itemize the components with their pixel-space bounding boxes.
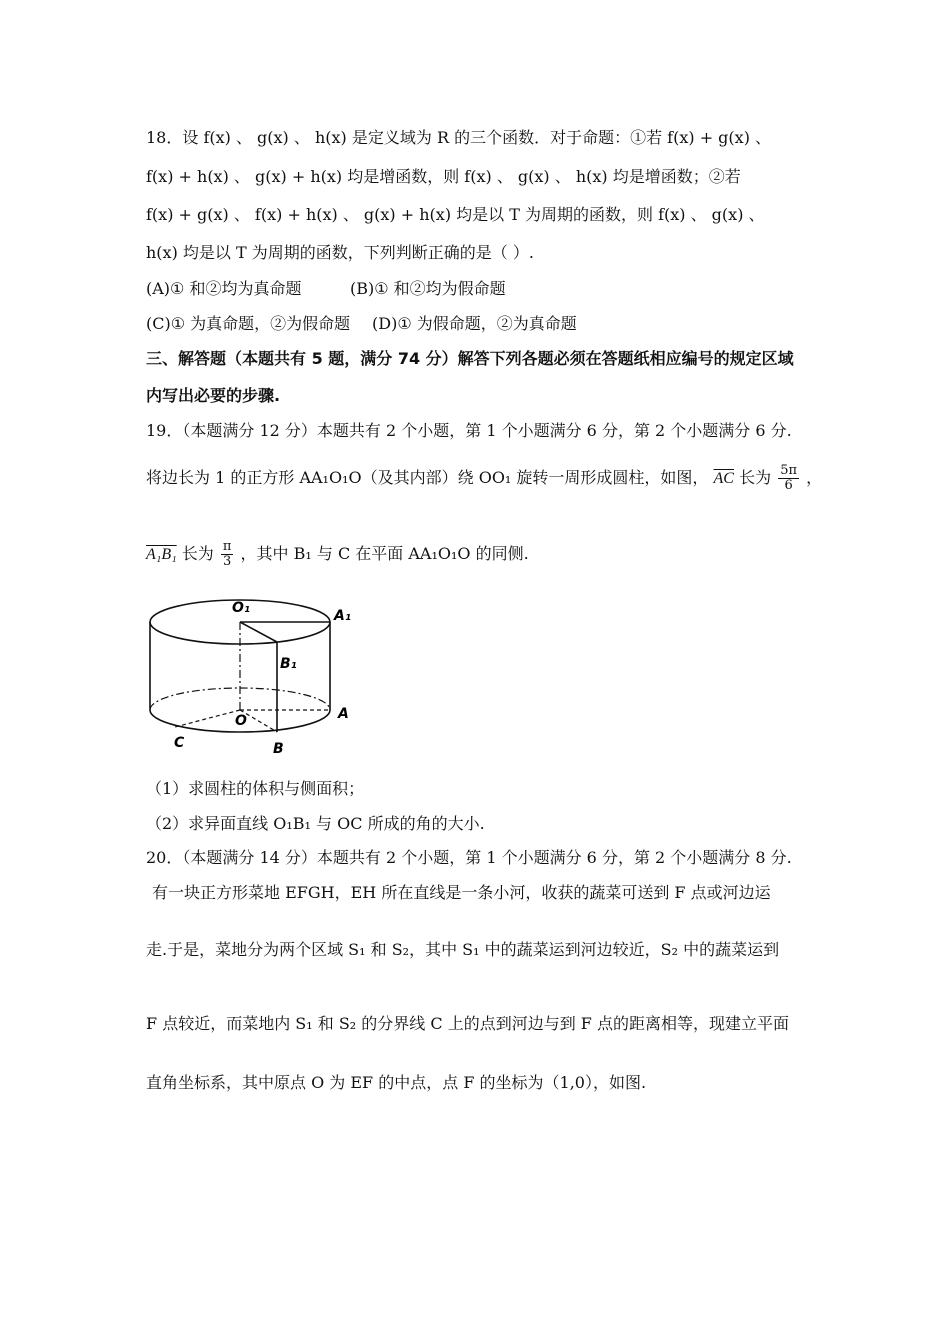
label-b: B	[273, 741, 284, 757]
q18-option-b: (B)① 和②均为假命题	[350, 279, 506, 298]
arc-ac: $\overline{AC}$	[713, 470, 734, 487]
q18-option-d: (D)① 为假命题，②为真命题	[372, 314, 577, 333]
label-b1: B₁	[280, 656, 297, 672]
q19-text-line-1	[146, 464, 822, 493]
label-c: C	[174, 735, 185, 751]
fraction-denominator: 3	[223, 554, 232, 569]
q18-option-a: (A)① 和②均为真命题	[146, 279, 302, 298]
q19-text-line-2	[146, 540, 529, 569]
label-a1: A₁	[334, 608, 351, 624]
fraction-5pi-6	[778, 464, 799, 493]
q19-subquestion-2: （2）求异面直线 O₁B₁ 与 OC 所成的角的大小.	[146, 814, 485, 833]
q19-text-1b: 长为	[739, 468, 772, 487]
q19-text-1c: ，	[806, 468, 823, 487]
segment-o1b1	[240, 622, 277, 642]
q19-text-2a: 长为	[181, 544, 214, 563]
arc-a1b1: A₁B₁	[146, 546, 177, 563]
q20-line-4: 直角坐标系，其中原点 O 为 EF 的中点，点 F 的坐标为（1,0），如图.	[146, 1073, 647, 1092]
fraction-numerator: π	[222, 539, 232, 554]
q19-subquestion-1: （1）求圆柱的体积与侧面积；	[146, 779, 365, 798]
section-3-heading-line-2: 内写出必要的步骤.	[146, 386, 281, 405]
q18-line-3: f(x) + g(x) 、 f(x) + h(x) 、 g(x) + h(x) 均是以 T 为周期的函数，则 f(x) 、 g(x) 、	[146, 205, 765, 224]
q19-text-2b: ，其中 B₁ 与 C 在平面 AA₁O₁O 的同侧.	[240, 544, 529, 563]
cylinder-figure	[140, 592, 370, 762]
q20-line-1: 有一块正方形菜地 EFGH，EH 所在直线是一条小河，收获的蔬菜可送到 F 点或河边运	[152, 883, 771, 902]
q19-header: 19．（本题满分 12 分）本题共有 2 个小题，第 1 个小题满分 6 分，第 2 个小题满分 6 分.	[146, 421, 792, 440]
section-3-heading-line-1: 三、解答题（本题共有 5 题，满分 74 分）解答下列各题必须在答题纸相应编号的规定区域	[146, 349, 794, 368]
fraction-denominator: 6	[784, 478, 793, 493]
segment-oc	[175, 710, 240, 727]
q18-line-4: h(x) 均是以 T 为周期的函数，下列判断正确的是（ ）.	[146, 243, 534, 262]
q20-header: 20．（本题满分 14 分）本题共有 2 个小题，第 1 个小题满分 6 分，第 2 个小题满分 8 分.	[146, 848, 792, 867]
label-o: O	[235, 713, 247, 729]
q19-text-1a: 将边长为 1 的正方形 AA₁O₁O（及其内部）绕 OO₁ 旋转一周形成圆柱，如图，	[146, 468, 709, 487]
fraction-pi-3	[221, 540, 234, 569]
q18-option-c: (C)① 为真命题，②为假命题	[146, 314, 351, 333]
q18-line-1: 18．设 f(x) 、 g(x) 、 h(x) 是定义域为 R 的三个函数．对于命题：①若 f(x) + g(x) 、	[146, 128, 772, 147]
label-o1: O₁	[232, 600, 251, 616]
q18-line-2: f(x) + h(x) 、 g(x) + h(x) 均是增函数，则 f(x) 、 g(x) 、 h(x) 均是增函数；②若	[146, 167, 741, 186]
q20-line-3: F 点较近，而菜地内 S₁ 和 S₂ 的分界线 C 上的点到河边与到 F 点的距离相等，现建立平面	[146, 1014, 789, 1033]
q20-line-2: 走.于是，菜地分为两个区域 S₁ 和 S₂，其中 S₁ 中的蔬菜运到河边较近，S₂ 中的蔬菜运到	[146, 940, 780, 959]
fraction-numerator: 5π	[780, 463, 798, 478]
label-a: A	[338, 706, 349, 722]
